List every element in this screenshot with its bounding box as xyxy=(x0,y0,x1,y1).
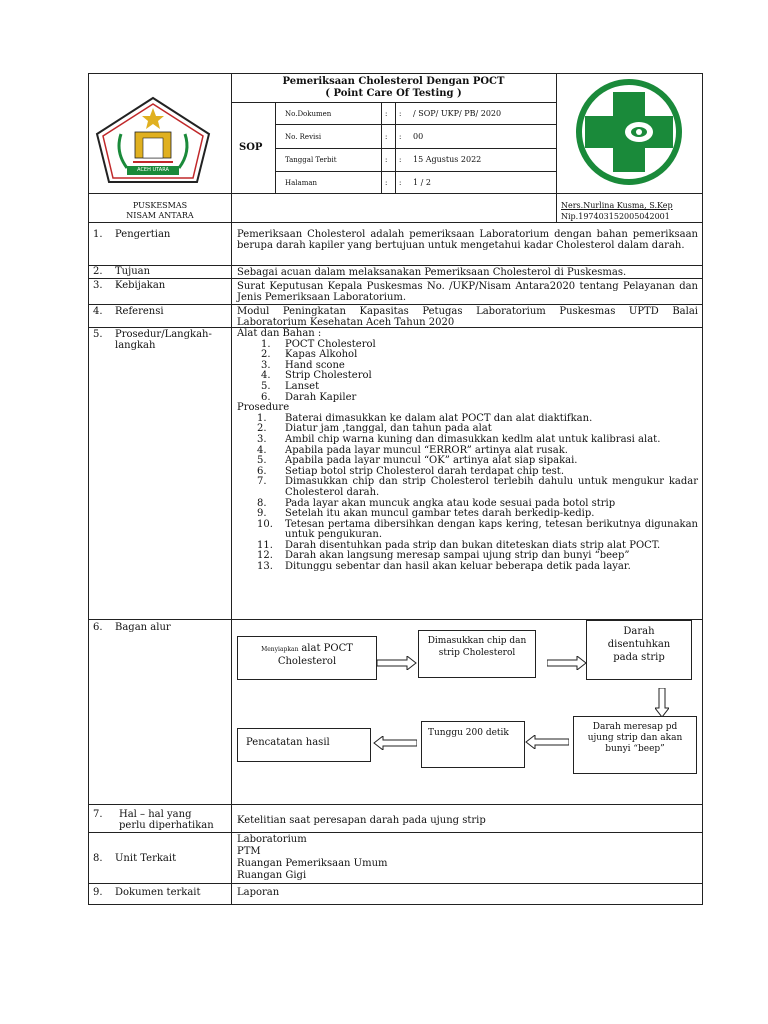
puskesmas-logo xyxy=(569,78,689,186)
row-label xyxy=(119,809,214,831)
row-label: Bagan alur xyxy=(115,622,171,633)
list-item-text: Darah akan langsung meresap sampai ujung strip dan bunyi “beep” xyxy=(285,550,630,562)
row-number: 1. xyxy=(93,229,103,240)
flow-box-absorb: Darah meresap pd ujung strip dan akan bunyi “beep” xyxy=(573,716,697,774)
row-hal-perhatian xyxy=(88,805,703,833)
list-item-number: 2. xyxy=(261,349,271,361)
row-number: 4. xyxy=(93,306,103,317)
org-line-1: PUSKESMAS xyxy=(132,201,188,210)
list-item-text: Darah disentuhkan pada strip dan bukan diteteskan diats strip alat POCT. xyxy=(285,539,661,551)
row-text: Modul Peningkatan Kapasitas Petugas Laboratorium Puskesmas UPTD Balai Laboratorium Kesehatan Aceh Tahun 2020 xyxy=(237,306,698,328)
list-item-number: 7. xyxy=(257,476,267,488)
meta-colon-halaman: : xyxy=(399,179,402,187)
list-item xyxy=(237,477,698,498)
logo-caption: ACEH UTARA xyxy=(137,167,169,173)
row-unit-terkait xyxy=(88,833,703,884)
steps-title: Prosedure xyxy=(237,402,290,414)
list-item-text: Dimasukkan chip dan strip Cholesterol terlebih dahulu untuk mengukur kadar Cholesterol darah. xyxy=(285,476,698,498)
row-text: Surat Keputusan Kepala Puskesmas No. /UKP/Nisam Antara2020 tentang Pelayanan dan Jenis Pemeriksaan Laboratorium. xyxy=(237,281,698,303)
list-item-text: Apabila pada layar muncul “OK” artinya alat siap sipakai. xyxy=(285,455,578,467)
list-item-number: 6. xyxy=(257,465,267,477)
arrow-right-icon xyxy=(547,656,587,670)
arrow-right-icon xyxy=(377,656,417,670)
row-tujuan xyxy=(88,266,703,279)
row-number: 2. xyxy=(93,266,103,277)
sop-label: SOP xyxy=(239,142,263,153)
row-number: 6. xyxy=(93,622,103,633)
row-label: Tujuan xyxy=(115,266,151,277)
arrow-left-icon xyxy=(525,735,569,749)
unit-item: PTM xyxy=(237,846,261,857)
row-label-line-2: perlu diperhatikan xyxy=(119,820,214,831)
title-line-2: ( Point Care Of Testing ) xyxy=(325,88,462,99)
materials-title: Alat dan Bahan : xyxy=(237,328,322,339)
sop-header xyxy=(88,73,703,223)
document-title xyxy=(231,76,556,100)
flow-box-prepare xyxy=(237,636,377,680)
flow-box-insert-chip: Dimasukkan chip dan strip Cholesterol xyxy=(418,630,536,678)
flow-box-prepare-small: Menyiapkan xyxy=(261,646,299,653)
meta-colon-revisi: : xyxy=(399,133,402,141)
list-item-text: Lanset xyxy=(285,380,320,392)
signer-nip: Nip.197403152005042001 xyxy=(561,212,670,221)
list-item-number: 1. xyxy=(257,412,267,424)
row-dokumen-terkait xyxy=(88,884,703,905)
meta-value-terbit: 15 Agustus 2022 xyxy=(413,155,482,164)
row-referensi xyxy=(88,305,703,328)
list-item-text: Setelah itu akan muncul gambar tetes darah berkedip-kedip. xyxy=(285,508,595,520)
row-number: 8. xyxy=(93,853,103,864)
list-item-number: 1. xyxy=(261,338,271,350)
row-label: Unit Terkait xyxy=(115,853,177,864)
row-label: Kebijakan xyxy=(115,280,166,291)
signer-name: Ners.Nurlina Kusma, S.Kep xyxy=(561,201,673,210)
meta-label-halaman: Halaman xyxy=(285,179,318,187)
list-item xyxy=(237,520,698,541)
row-pengertian xyxy=(88,223,703,266)
list-item-text: Ditunggu sebentar dan hasil akan keluar beberapa detik pada layar. xyxy=(285,561,631,573)
org-name xyxy=(89,201,231,221)
list-item-text: Apabila pada layar muncul “ERROR” artinya alat rusak. xyxy=(285,444,568,456)
meta-value-halaman: 1 / 2 xyxy=(413,178,431,187)
list-item-text: Darah Kapiler xyxy=(285,391,357,403)
unit-list xyxy=(237,834,702,882)
meta-sep-revisi: : xyxy=(385,133,388,141)
list-item-text: Strip Cholesterol xyxy=(285,370,372,382)
row-label: Dokumen terkait xyxy=(115,887,201,898)
row-bagan-alur xyxy=(88,620,703,805)
aceh-utara-logo xyxy=(93,94,213,186)
row-number: 7. xyxy=(93,809,103,820)
steps-list xyxy=(237,414,698,573)
meta-label-dokumen: No.Dokumen xyxy=(285,110,332,118)
meta-value-revisi: 00 xyxy=(413,132,424,141)
row-text: Laporan xyxy=(237,887,280,898)
flow-box-touch-strip: Darah disentuhkan pada strip xyxy=(586,620,692,680)
title-line-1: Pemeriksaan Cholesterol Dengan POCT xyxy=(282,76,505,87)
row-text: Sebagai acuan dalam melaksanakan Pemeriksaan Cholesterol di Puskesmas. xyxy=(237,267,627,278)
meta-label-terbit: Tanggal Terbit xyxy=(285,156,337,164)
row-label: Referensi xyxy=(115,306,164,317)
row-text: Ketelitian saat peresapan darah pada ujung strip xyxy=(237,815,486,826)
meta-label-revisi: No. Revisi xyxy=(285,133,322,141)
row-kebijakan xyxy=(88,279,703,305)
unit-item: Laboratorium xyxy=(237,834,307,845)
row-number: 3. xyxy=(93,280,103,291)
list-item-text: Pada layar akan muncuk angka atau kode sesuai pada botol strip xyxy=(285,497,616,509)
list-item-text: POCT Cholesterol xyxy=(285,338,376,350)
row-label-line-1: Prosedur/Langkah- xyxy=(115,329,212,340)
list-item-text: Hand scone xyxy=(285,359,345,371)
list-item-number: 6. xyxy=(261,391,271,403)
row-number: 9. xyxy=(93,887,103,898)
row-label xyxy=(115,329,212,351)
list-item-number: 4. xyxy=(261,370,271,382)
row-label: Pengertian xyxy=(115,229,171,240)
list-item-number: 5. xyxy=(257,455,267,467)
meta-value-dokumen: / SOP/ UKP/ PB/ 2020 xyxy=(413,109,502,118)
meta-sep-halaman: : xyxy=(385,179,388,187)
meta-sep-terbit: : xyxy=(385,156,388,164)
signer-block xyxy=(561,200,703,222)
list-item-text: Kapas Alkohol xyxy=(285,349,358,361)
list-item-number: 10. xyxy=(257,518,273,530)
list-item-text: Baterai dimasukkan ke dalam alat POCT dan alat diaktifkan. xyxy=(285,412,593,424)
list-item-number: 5. xyxy=(261,380,271,392)
row-prosedur xyxy=(88,328,703,620)
list-item xyxy=(237,393,698,404)
unit-item: Ruangan Pemeriksaan Umum xyxy=(237,858,388,869)
list-item-number: 2. xyxy=(257,423,267,435)
list-item-text: Setiap botol strip Cholesterol darah terdapat chip test. xyxy=(285,465,564,477)
list-item-number: 3. xyxy=(261,359,271,371)
list-item-number: 8. xyxy=(257,497,267,509)
org-line-2: NISAM ANTARA xyxy=(126,211,194,220)
meta-colon-terbit: : xyxy=(399,156,402,164)
meta-sep-dokumen: : xyxy=(385,110,388,118)
row-number: 5. xyxy=(93,329,103,340)
list-item-number: 12. xyxy=(257,550,273,562)
procedure-content xyxy=(237,329,702,573)
list-item-text: Tetesan pertama dibersihkan dengan kaps kering, tetesan berikutnya digunakan untuk pengukuran. xyxy=(285,518,698,541)
arrow-left-icon xyxy=(373,736,417,750)
flow-box-wait: Tunggu 200 detik xyxy=(421,721,525,768)
row-label-line-1: Hal – hal yang xyxy=(119,809,192,820)
row-text: Pemeriksaan Cholesterol adalah pemeriksaan Laboratorium dengan bahan pemeriksaan berupa darah kapiler yang bertujuan untuk mengetahui kadar Cholesterol dalam darah. xyxy=(237,229,698,251)
materials-list xyxy=(237,340,698,404)
list-item-number: 11. xyxy=(257,539,273,551)
list-item xyxy=(237,562,698,573)
meta-colon-dokumen: : xyxy=(399,110,402,118)
list-item-text: Diatur jam ,tanggal, dan tahun pada alat xyxy=(285,423,492,435)
list-item-text: Ambil chip warna kuning dan dimasukkan kedlm alat untuk kalibrasi alat. xyxy=(285,433,661,445)
arrow-down-icon xyxy=(655,688,669,718)
flow-box-record: Pencatatan hasil xyxy=(237,728,371,762)
flow-box-prepare-main: alat POCT Cholesterol xyxy=(277,643,353,667)
list-item-number: 9. xyxy=(257,508,267,520)
list-item-number: 13. xyxy=(257,561,273,573)
row-label-line-2: langkah xyxy=(115,340,156,351)
list-item-number: 3. xyxy=(257,433,267,445)
unit-item: Ruangan Gigi xyxy=(237,870,307,881)
list-item-number: 4. xyxy=(257,444,267,456)
